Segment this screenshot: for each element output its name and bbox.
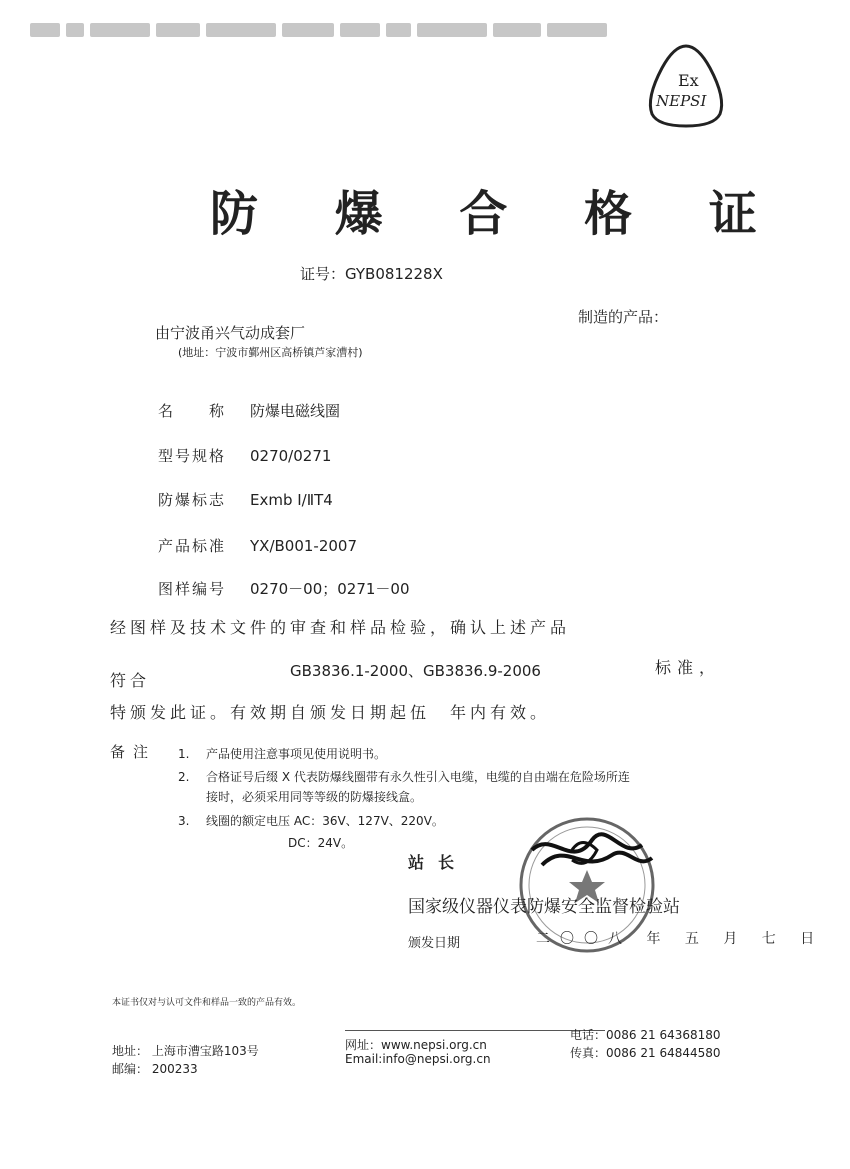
field-label: 名 称: [158, 402, 227, 420]
made-product-label: 制造的产品：: [578, 308, 669, 326]
logo-text-nepsi: NEPSI: [656, 92, 707, 110]
body-line-3: 特颁发此证。有效期自颁发日期起伍 年内有效。: [110, 703, 551, 722]
issue-date-label: 颁发日期: [408, 936, 461, 951]
footer-email: Email:info@nepsi.org.cn: [345, 1052, 491, 1066]
issue-date: 二〇〇八 年 五 月 七 日: [536, 931, 825, 947]
body-line-2-prefix: 符合: [110, 671, 151, 690]
field-value: 防爆电磁线圈: [250, 402, 341, 420]
note-item: 1. 产品使用注意事项见使用说明书。: [178, 747, 387, 761]
header-scan-noise: [30, 22, 630, 50]
body-line-2-suffix: 标准，: [655, 658, 722, 677]
body-line-1: 经图样及技术文件的审查和样品检验，确认上述产品: [110, 618, 571, 637]
field-value: YX/B001-2007: [250, 537, 357, 555]
nepsi-ex-logo-icon: [640, 40, 732, 132]
footer-phone: 电话：0086 21 64368180: [570, 1028, 721, 1042]
field-label: 图样编号: [158, 580, 227, 598]
field-value: 0270/0271: [250, 447, 332, 465]
field-row-drawing-no: [158, 578, 410, 599]
note-item: 接时，必须采用同等等级的防爆接线盒。: [206, 790, 423, 804]
station-head-label: 站长: [408, 853, 469, 872]
certificate-title: 防 爆 合 格 证: [210, 186, 787, 242]
field-label: 产品标准: [158, 537, 227, 555]
logo-text-ex: Ex: [678, 71, 699, 90]
note-item: DC：24V。: [288, 836, 354, 850]
footer-address: 地址： 上海市漕宝路103号: [112, 1044, 259, 1058]
manufacturer: 由宁波甬兴气动成套厂: [155, 324, 306, 342]
note-item: 2. 合格证号后缀 X 代表防爆线圈带有永久性引入电缆，电缆的自由端在危险场所连: [178, 770, 630, 784]
footer-validity-note: 本证书仅对与认可文件和样品一致的产品有效。: [112, 998, 302, 1008]
footer-website: 网址：www.nepsi.org.cn: [345, 1038, 487, 1052]
issuing-organization: 国家级仪器仪表防爆安全监督检验站: [408, 897, 680, 917]
body-line-2-standard: GB3836.1-2000、GB3836.9-2006: [290, 662, 541, 680]
field-row-name: [158, 400, 340, 421]
manufacturer-address: (地址：宁波市鄞州区高桥镇芦家漕村): [178, 346, 363, 359]
field-row-standard: [158, 535, 357, 556]
footer-fax: 传真：0086 21 64844580: [570, 1046, 721, 1060]
field-value: 0270－00；0271－00: [250, 580, 410, 598]
footer-divider: [345, 1030, 605, 1031]
field-row-ex-mark: [158, 489, 333, 510]
field-label: 防爆标志: [158, 491, 227, 509]
field-value: Exmb Ⅰ/ⅡT4: [250, 491, 333, 509]
field-label: 型号规格: [158, 447, 227, 465]
certificate-number: 证号：GYB081228X: [300, 265, 443, 283]
note-item: 3. 线圈的额定电压 AC：36V、127V、220V。: [178, 814, 444, 828]
notes-label: 备注: [110, 743, 157, 761]
field-row-model: [158, 445, 331, 466]
footer-postcode: 邮编： 200233: [112, 1062, 198, 1076]
